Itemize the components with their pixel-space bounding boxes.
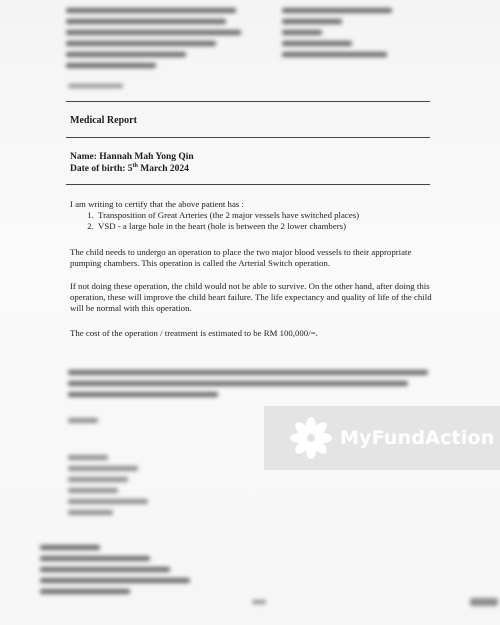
condition-item: 2. VSD - a large hole in the heart (hole is between the 2 lower chambers) [96, 221, 456, 232]
patient-rule [66, 184, 430, 185]
cost-paragraph: The cost of the operation / treatment is estimated to be RM 100,000/=. [70, 328, 318, 338]
blurred-letterhead-left [66, 8, 246, 74]
patient-dob: Date of birth: 5th March 2024 [70, 162, 189, 174]
blurred-signature-block [68, 455, 168, 521]
conditions-list [70, 210, 456, 232]
condition-item: 1. Transposition of Great Arteries (the 2 major vessels have switched places) [96, 210, 456, 221]
blurred-paragraph [68, 370, 438, 403]
operation-paragraph: The child needs to undergo an operation to place the two major blood vessels to their appropriate pumping chambers. This operation is called the Arterial Switch operation. [70, 247, 412, 268]
patient-details [70, 151, 194, 175]
prognosis-paragraph: If not doing these operation, the child would not be able to survive. On the other hand, after doing this operation, these will improve the child heart failure. The life expectancy and quality of life of the child will be normal with this operation. [70, 281, 432, 313]
blurred-reference [68, 84, 128, 94]
title-rule [66, 137, 430, 138]
watermark [264, 406, 500, 470]
blurred-closing [68, 418, 128, 429]
report-title: Medical Report [70, 115, 137, 126]
intro-text: I am writing to certify that the above patient has : [70, 199, 244, 209]
blurred-corner-mark [470, 598, 500, 612]
patient-name: Name: Hannah Mah Yong Qin [70, 152, 194, 162]
watermark-text: MyFundAction [340, 427, 495, 449]
blurred-page-mark [252, 600, 272, 610]
blurred-letterhead-right [282, 8, 402, 63]
blurred-footer-block [40, 545, 200, 600]
top-rule [66, 101, 430, 102]
flower-logo-icon [288, 415, 334, 461]
